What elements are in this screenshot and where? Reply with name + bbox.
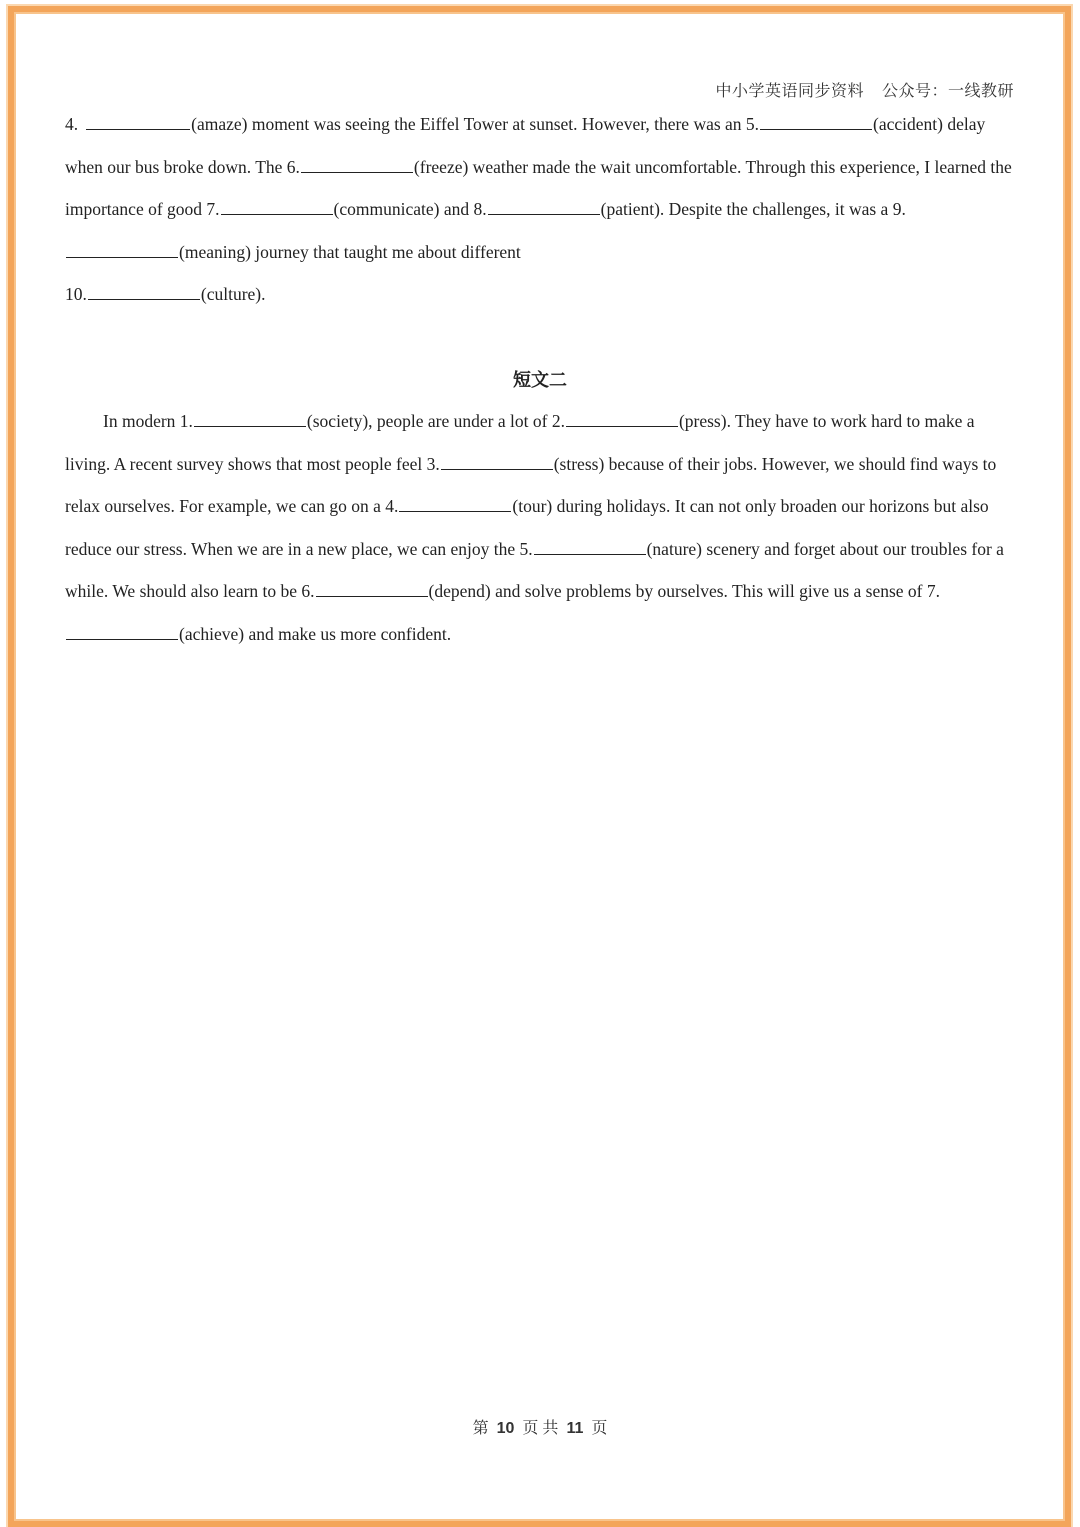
passage-2 xyxy=(65,400,1015,656)
passage-text: (accident) delay when our bus broke down. The xyxy=(65,114,986,177)
passage-text: (stress) because of their jobs. However, we should find ways to relax ourselves. For example, we can go on a xyxy=(65,453,997,517)
passage-text: (society), people are under a lot of xyxy=(306,411,552,431)
passage-text: (meaning) journey that taught me about different xyxy=(179,241,521,262)
blank-number: 9. xyxy=(892,199,906,220)
blank-field[interactable] xyxy=(221,200,333,215)
passage-text: (amaze) moment was seeing the Eiffel Tower at sunset. However, there was an xyxy=(191,114,746,134)
blank-field[interactable] xyxy=(316,582,428,597)
passage-text: (nature) scenery and forget about our troubles for a while. We should also learn to be xyxy=(65,538,1004,602)
blank-field[interactable] xyxy=(566,412,678,427)
passage-text: (press). They have to work hard to make a living. A recent survey shows that most people feel xyxy=(65,411,975,474)
blank-field[interactable] xyxy=(301,158,413,173)
passage-text: (tour) during holidays. It can not only broaden our horizons but also reduce our stress. When we are in a new place, we can enjoy the xyxy=(65,496,989,559)
passage-text: (depend) and solve problems by ourselves. This will give us a sense of xyxy=(428,581,927,602)
current-page-number: 10 xyxy=(496,1420,515,1437)
passage-text: In modern xyxy=(103,411,180,431)
page-footer xyxy=(0,1415,1080,1438)
blank-number: 6. xyxy=(301,581,315,602)
blank-number: 2. xyxy=(551,411,565,431)
blank-field[interactable] xyxy=(66,243,178,258)
blank-field[interactable] xyxy=(399,497,511,512)
blank-number: 10. xyxy=(65,284,87,305)
blank-number: 4. xyxy=(65,114,79,134)
blank-number: 7. xyxy=(206,199,220,220)
blank-number: 1. xyxy=(179,411,193,431)
passage-text: (achieve) and make us more confident. xyxy=(179,623,452,644)
blank-field[interactable] xyxy=(441,455,553,470)
footer-prefix: 第 xyxy=(472,1420,489,1437)
blank-field[interactable] xyxy=(194,412,306,427)
blank-number: 5. xyxy=(745,114,760,134)
passage-text: (freeze) weather made the wait uncomfortable. Through this experience, I learned the importance of good xyxy=(65,156,1012,220)
passage-1 xyxy=(65,103,1015,316)
passage-text: (communicate) and xyxy=(333,199,474,220)
blank-field[interactable] xyxy=(66,625,178,640)
page-header: 中小学英语同步资料 公众号：一线教研 xyxy=(715,83,1014,100)
blank-number: 8. xyxy=(473,199,487,220)
blank-number: 3. xyxy=(426,453,440,474)
blank-field[interactable] xyxy=(488,200,600,215)
passage-2-title: 短文二 xyxy=(513,370,567,390)
blank-field[interactable] xyxy=(760,115,872,130)
blank-number: 5. xyxy=(519,538,533,559)
blank-number: 4. xyxy=(385,496,399,517)
footer-middle: 页 共 xyxy=(522,1420,559,1437)
total-pages-number: 11 xyxy=(566,1420,584,1437)
blank-number: 7. xyxy=(926,581,941,602)
blank-field[interactable] xyxy=(534,540,646,555)
blank-number: 6. xyxy=(286,156,300,177)
footer-suffix: 页 xyxy=(591,1420,608,1437)
blank-field[interactable] xyxy=(86,115,190,130)
passage-text: (culture). xyxy=(200,284,266,305)
blank-field[interactable] xyxy=(88,285,200,300)
passage-text: (patient). Despite the challenges, it was a xyxy=(600,199,893,220)
